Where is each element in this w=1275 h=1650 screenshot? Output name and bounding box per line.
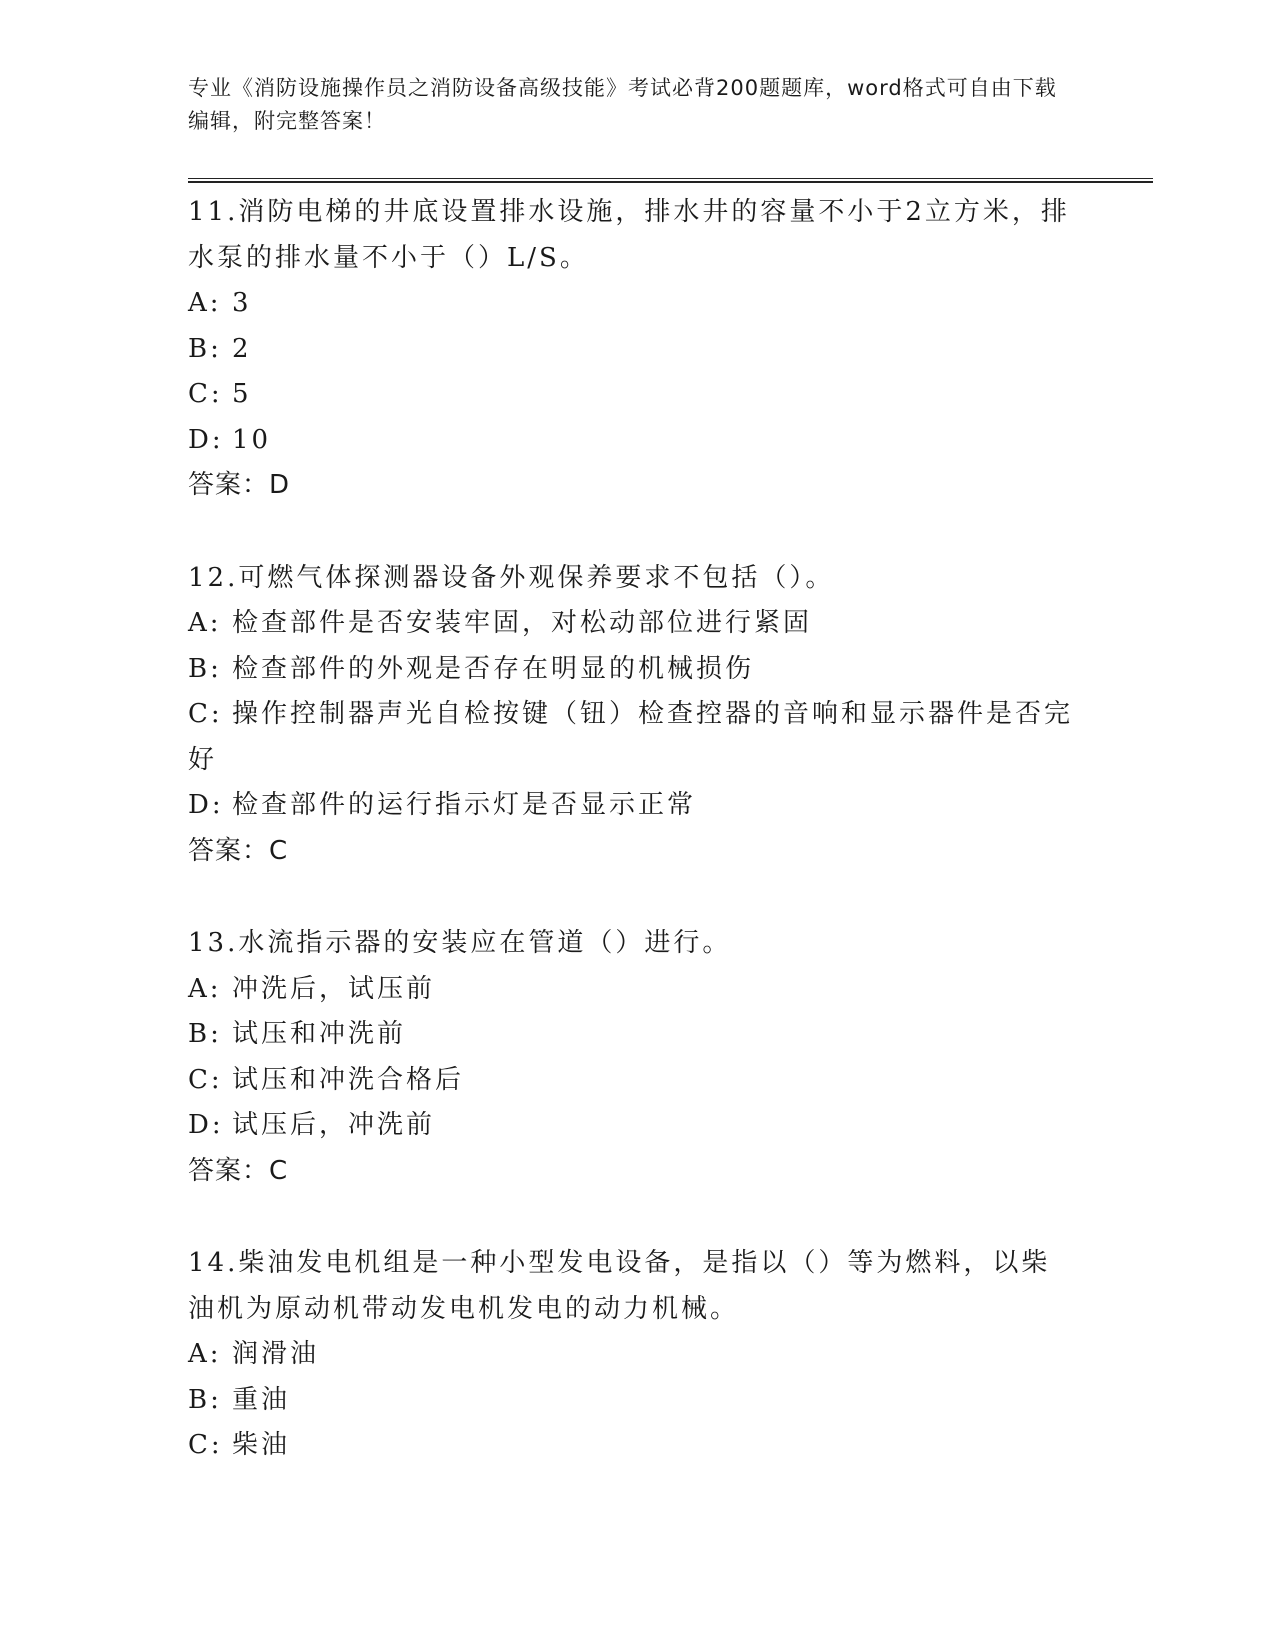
option-text: 试压后，冲洗前 xyxy=(232,1110,436,1140)
option-d xyxy=(188,783,1078,829)
option-d xyxy=(188,418,1078,464)
option-key: D: xyxy=(188,1110,224,1140)
option-text: 检查部件是否安装牢固，对松动部位进行紧固 xyxy=(232,608,813,638)
option-key: C: xyxy=(188,1064,223,1095)
question-stem: 12.可燃气体探测器设备外观保养要求不包括（）。 xyxy=(188,562,835,593)
option-text: 重油 xyxy=(232,1384,291,1415)
option-key: B: xyxy=(188,653,222,684)
option-text: 柴油 xyxy=(232,1430,291,1460)
option-text: 10 xyxy=(232,424,272,455)
option-c xyxy=(188,1423,1078,1469)
option-text: 试压和冲洗合格后 xyxy=(232,1064,465,1095)
option-text: 检查部件的运行指示灯是否显示正常 xyxy=(232,790,697,820)
option-key: C: xyxy=(188,699,223,729)
option-key: C: xyxy=(188,379,223,409)
question-13 xyxy=(188,921,1078,1194)
option-a xyxy=(188,601,1078,647)
option-c xyxy=(188,372,1078,418)
answer-line: 答案：C xyxy=(188,835,289,866)
option-key: D: xyxy=(188,424,224,455)
answer-line: 答案：D xyxy=(188,470,291,500)
option-b xyxy=(188,327,1078,373)
question-14 xyxy=(188,1241,1078,1469)
option-key: C: xyxy=(188,1430,223,1460)
option-c xyxy=(188,692,1078,783)
header-divider xyxy=(188,178,1153,183)
option-b xyxy=(188,1012,1078,1058)
question-stem: 13.水流指示器的安装应在管道（）进行。 xyxy=(188,928,732,958)
option-text: 3 xyxy=(232,288,252,318)
question-12 xyxy=(188,556,1078,875)
question-stem: 11.消防电梯的井底设置排水设施，排水井的容量不小于2立方米，排水泵的排水量不小于（）L/S。 xyxy=(188,197,1070,273)
option-a xyxy=(188,967,1078,1013)
option-text: 冲洗后，试压前 xyxy=(232,973,436,1004)
option-key: B: xyxy=(188,1019,222,1049)
option-key: A: xyxy=(188,608,222,638)
option-c xyxy=(188,1058,1078,1104)
option-b xyxy=(188,647,1078,693)
option-text: 2 xyxy=(232,333,252,364)
option-text: 润滑油 xyxy=(232,1339,320,1369)
option-key: B: xyxy=(188,1384,222,1415)
option-text: 检查部件的外观是否存在明显的机械损伤 xyxy=(232,653,755,684)
answer-line: 答案：C xyxy=(188,1155,289,1186)
option-b xyxy=(188,1378,1078,1424)
question-list xyxy=(188,190,1078,1516)
document-header: 专业《消防设施操作员之消防设备高级技能》考试必背200题题库，word格式可自由下载编辑，附完整答案！ xyxy=(188,76,1057,133)
option-text: 5 xyxy=(232,379,252,409)
option-a xyxy=(188,1332,1078,1378)
option-a xyxy=(188,281,1078,327)
option-key: A: xyxy=(188,1339,222,1369)
option-key: A: xyxy=(188,973,222,1004)
question-11 xyxy=(188,190,1078,509)
option-key: B: xyxy=(188,333,222,364)
option-d xyxy=(188,1103,1078,1149)
option-text: 操作控制器声光自检按键（钮）检查控器的音响和显示器件是否完好 xyxy=(188,699,1074,775)
option-text: 试压和冲洗前 xyxy=(232,1019,407,1049)
option-key: A: xyxy=(188,288,222,318)
option-key: D: xyxy=(188,790,224,820)
question-stem: 14.柴油发电机组是一种小型发电设备，是指以（）等为燃料，以柴油机为原动机带动发电机发电的动力机械。 xyxy=(188,1248,1051,1324)
